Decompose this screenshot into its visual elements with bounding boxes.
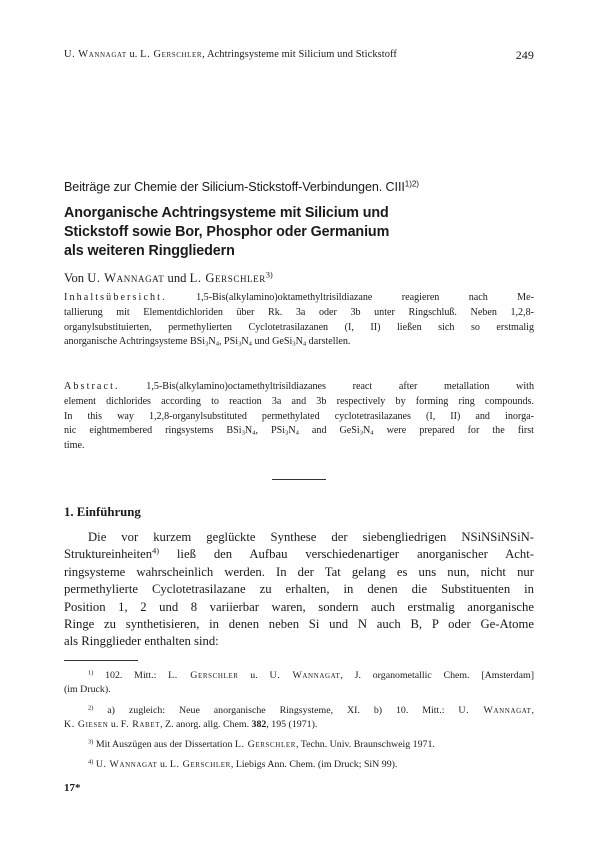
abstract-line: In this way 1,2,8-organylsubstituted permethylated cyclotetrasilazanes (I, II) and inorga- [64,410,534,422]
abstract-line: Inhaltsübersicht. 1,5-Bis(alkylamino)oktamethyltrisildiazane reagieren nach Me- [64,292,534,303]
footnote-rule [64,660,138,661]
running-head-title: , Achtringsysteme mit Silicium und Stickstoff [202,49,397,60]
title-line: als weiteren Ringgliedern [64,243,235,259]
footnote-3: $^{3)}$ Mit Auszügen aus der Dissertation L. Gerschler, Techn. Univ. Braunschweig 1971. [88,738,435,751]
byline-von: Von [64,271,88,285]
footnote-2: $^{2)}$ a) zugleich: Neue anorganische Ringsysteme, XI. b) 10. Mitt.: U. Wannagat, K. Giesen u. F. Rabet, Z. anorg. allg. Chem. 382, 195 (1971). [64,704,534,730]
section-body [64,529,534,651]
abstract-line: tallierung mit Elementdichloriden über Rk. 3a oder 3b unter Ringschluß. Neben 1,2,8- [64,306,534,318]
abstract-line: nic eightmembered ringsystems $BSi_3N_4$, $PSi_3N_4$ and $GeSi_3N_4$ were prepared for the first [64,425,534,437]
separator-rule [272,479,326,480]
footnote-1: $^{1)}$ 102. Mitt.: L. Gerschler u. U. Wannagat, J. organometallic Chem. [Amsterdam] (im Druck). [64,669,534,696]
abstract-german [64,291,534,350]
abstract-line: organylsubstituierten, permethylierten Cyclotetrasilazanen (I, II) ließen sich so erstmalig [64,321,534,333]
byline-author1: U. Wannagat [87,271,165,285]
body-line: Struktureinheiten$^{4)}$ ließ den Aufbau verschiedenartiger anorganischer Acht- [64,546,534,562]
byline-und: und [164,271,190,285]
section-heading: 1. Einführung [64,505,141,519]
running-head-conj: u. [126,49,141,60]
abstract-label: Inhaltsübersicht. [64,292,167,303]
signature-mark: 17* [64,782,81,794]
series-ref-2: 2) [411,179,419,189]
body-line: permethylierte Cyclotetrasilazane zu erhalten, in denen die Substituenten in [64,582,534,597]
abstract-line: time. [64,440,85,452]
body-line: Position 1, 2 und 8 variierbar waren, sondern auch erstmalig anorganische [64,599,534,614]
series-ref-1: 1) [404,179,412,189]
abstract-line: element dichlorides according to reaction 3a and 3b respectively by forming ring compounds. [64,395,534,407]
body-line: Die vor kurzem geglückte Synthese der siebengliedrigen NSiNSiNSiN- [88,530,534,544]
running-head-author1: U. Wannagat [64,49,127,60]
byline-author2: L. Gerschler [189,271,266,285]
byline-ref: 3) [265,270,273,280]
title-line: Stickstoff sowie Bor, Phosphor oder Germanium [64,224,390,240]
series-title [64,180,534,194]
footnotes [64,669,534,779]
running-head [64,49,534,60]
footnote-4: $^{4)}$ U. Wannagat u. L. Gerschler, Liebigs Ann. Chem. (im Druck; SiN 99). [88,758,398,771]
abstract-line: anorganische Achtringsysteme $BSi_3N_4$, $PSi_3N_4$ und $GeSi_3N_4$ darstellen. [64,336,351,348]
byline [64,271,534,286]
body-line: als Ringglieder enthalten sind: [64,634,219,649]
series-title-text: Beiträge zur Chemie der Silicium-Stickstoff-Verbindungen. CIII [64,180,405,194]
title-line: Anorganische Achtringsysteme mit Silicium und [64,205,389,221]
running-head-author2: L. Gerschler [140,49,203,60]
article-title [64,204,534,261]
abstract-english [64,380,534,454]
abstract-label: Abstract. [64,381,120,392]
abstract-line: Abstract. 1,5-Bis(alkylamino)octamethyltrisildiazanes react after metallation with [64,381,534,392]
body-line: Ringe zu synthetisieren, in denen neben Si und N auch B, P oder Ge-Atome [64,617,534,632]
page-number: 249 [515,48,534,62]
body-line: ringsysteme wahrscheinlich werden. In der Tat gelang es uns nun, nicht nur [64,564,534,579]
